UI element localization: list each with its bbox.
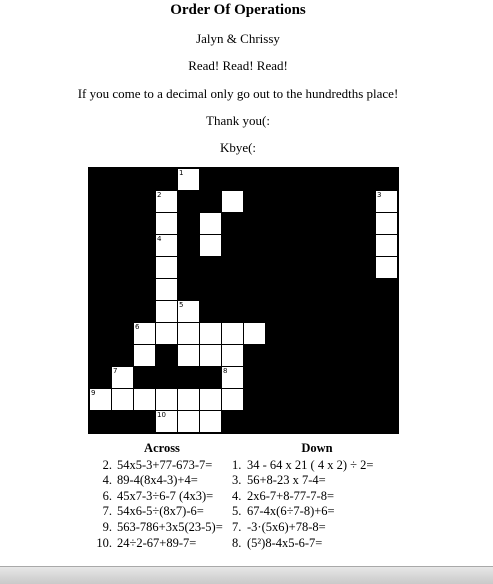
- crossword-cell-black: [288, 345, 309, 366]
- across-heading: Across: [144, 441, 180, 455]
- clue-number: 4.: [102, 473, 112, 488]
- crossword-cell-black: [354, 367, 375, 388]
- clue-number: 8.: [232, 535, 242, 550]
- crossword-cell-black: [376, 301, 397, 322]
- crossword-cell-white[interactable]: [156, 301, 177, 322]
- crossword-cell-black: [288, 367, 309, 388]
- crossword-cell-black: [354, 213, 375, 234]
- crossword-cell-black: [200, 191, 221, 212]
- clue-text: 54x6-5÷(8x7)-6=: [117, 504, 204, 519]
- crossword-cell-black: [244, 301, 265, 322]
- crossword-cell-black: [310, 345, 331, 366]
- crossword-cell-white[interactable]: [112, 389, 133, 410]
- crossword-cell-white[interactable]: [134, 345, 155, 366]
- crossword-cell-black: [90, 169, 111, 190]
- crossword-cell-black: [222, 301, 243, 322]
- clue-number: 7: [113, 367, 118, 375]
- clue-text: -3·(5x6)+78-8=: [247, 519, 326, 534]
- clue-number: 4.: [232, 488, 242, 503]
- crossword-cell-black: [134, 191, 155, 212]
- crossword-cell-black: [288, 191, 309, 212]
- crossword-cell-black: [244, 367, 265, 388]
- crossword-cell-black: [178, 235, 199, 256]
- crossword-cell-black: [354, 191, 375, 212]
- crossword-cell-black: [134, 235, 155, 256]
- crossword-cell-black: [310, 279, 331, 300]
- crossword-cell-black: [178, 257, 199, 278]
- crossword-cell-white[interactable]: [178, 301, 199, 322]
- crossword-cell-black: [266, 389, 287, 410]
- clue-number: 1.: [232, 457, 242, 472]
- crossword-cell-black: [332, 213, 353, 234]
- across-clue: [92, 520, 232, 536]
- crossword-cell-black: [288, 213, 309, 234]
- crossword-cell-white[interactable]: [178, 345, 199, 366]
- clue-number: 9.: [102, 519, 112, 534]
- across-clues: [92, 441, 232, 551]
- crossword-cell-black: [200, 257, 221, 278]
- down-clue: [232, 536, 402, 552]
- crossword-cell-white[interactable]: [200, 345, 221, 366]
- crossword-cell-black: [288, 279, 309, 300]
- crossword-cell-black: [266, 279, 287, 300]
- crossword-cell-black: [354, 411, 375, 432]
- clue-number: 6: [135, 323, 140, 331]
- clue-number: 5: [179, 301, 184, 309]
- crossword-cell-black: [332, 389, 353, 410]
- crossword-cell-black: [288, 389, 309, 410]
- crossword-cell-black: [376, 389, 397, 410]
- crossword-cell-black: [244, 213, 265, 234]
- crossword-cell-black: [200, 367, 221, 388]
- crossword-cell-black: [266, 345, 287, 366]
- crossword-cell-black: [310, 323, 331, 344]
- crossword-cell-black: [156, 367, 177, 388]
- crossword-cell-black: [112, 235, 133, 256]
- crossword-cell-black: [244, 169, 265, 190]
- crossword-cell-white[interactable]: [222, 345, 243, 366]
- crossword-cell-white[interactable]: [244, 323, 265, 344]
- crossword-cell-black: [354, 323, 375, 344]
- crossword-cell-black: [310, 411, 331, 432]
- crossword-cell-black: [354, 279, 375, 300]
- down-clue: [232, 520, 402, 536]
- crossword-cell-black: [134, 279, 155, 300]
- crossword-cell-black: [134, 169, 155, 190]
- down-clue: [232, 489, 402, 505]
- crossword-cell-black: [266, 191, 287, 212]
- crossword-cell-black: [288, 301, 309, 322]
- clue-text: 24÷2-67+89-7=: [117, 535, 197, 550]
- crossword-cell-black: [310, 367, 331, 388]
- clue-text: 67-4x(6÷7-8)+6=: [247, 504, 335, 519]
- crossword-cell-black: [266, 411, 287, 432]
- crossword-cell-black: [244, 279, 265, 300]
- clue-number: 4: [157, 235, 162, 243]
- crossword-cell-white[interactable]: [376, 257, 397, 278]
- crossword-cell-black: [222, 411, 243, 432]
- clue-text: 45x7-3÷6-7 (4x3)=: [117, 488, 214, 503]
- crossword-cell-black: [266, 257, 287, 278]
- crossword-cell-black: [332, 367, 353, 388]
- crossword-cell-black: [134, 301, 155, 322]
- crossword-cell-white[interactable]: [156, 191, 177, 212]
- crossword-cell-black: [200, 301, 221, 322]
- crossword-cell-white[interactable]: [178, 389, 199, 410]
- crossword-cell-black: [288, 257, 309, 278]
- crossword-cell-black: [200, 279, 221, 300]
- page-title: Order Of Operations: [170, 2, 306, 18]
- clue-number: 7.: [232, 519, 242, 534]
- crossword-cell-white[interactable]: [134, 389, 155, 410]
- clue-number: 9: [91, 389, 96, 397]
- crossword-cell-black: [376, 345, 397, 366]
- crossword-cell-black: [244, 345, 265, 366]
- crossword-cell-white[interactable]: [200, 411, 221, 432]
- crossword-cell-black: [354, 345, 375, 366]
- crossword-cell-black: [90, 257, 111, 278]
- clue-number: 2.: [102, 457, 112, 472]
- clue-number: 3: [377, 191, 382, 199]
- clue-text: 2x6-7+8-77-7-8=: [247, 488, 334, 503]
- crossword-cell-black: [354, 301, 375, 322]
- clue-number: 10: [157, 411, 166, 419]
- down-clue: [232, 504, 402, 520]
- crossword-cell-black: [90, 345, 111, 366]
- bye-line: Kbye(:: [219, 140, 257, 155]
- crossword-cell-white[interactable]: [222, 191, 243, 212]
- crossword-cell-black: [332, 279, 353, 300]
- crossword-cell-black: [156, 345, 177, 366]
- crossword-cell-black: [266, 367, 287, 388]
- across-clue: [92, 458, 232, 474]
- crossword-cell-black: [222, 257, 243, 278]
- crossword-cell-black: [354, 169, 375, 190]
- crossword-cell-black: [310, 169, 331, 190]
- crossword-cell-black: [244, 411, 265, 432]
- crossword-cell-black: [222, 235, 243, 256]
- down-clues: [232, 441, 402, 551]
- crossword-cell-black: [112, 301, 133, 322]
- thanks-line: Thank you(:: [206, 113, 270, 128]
- crossword-cell-black: [112, 257, 133, 278]
- clue-number: 7.: [102, 504, 112, 519]
- across-clue: [92, 489, 232, 505]
- clue-number: 2: [157, 191, 162, 199]
- crossword-cell-black: [90, 301, 111, 322]
- window-scrollbar[interactable]: [0, 566, 493, 584]
- crossword-cell-black: [354, 389, 375, 410]
- crossword-cell-black: [332, 235, 353, 256]
- clue-text: 56+8-23 x 7-4=: [247, 473, 326, 488]
- across-clue: [92, 504, 232, 520]
- crossword-cell-white[interactable]: [178, 411, 199, 432]
- crossword-cell-white[interactable]: [112, 367, 133, 388]
- crossword-cell-black: [222, 169, 243, 190]
- crossword-cell-black: [90, 367, 111, 388]
- crossword-cell-black: [178, 367, 199, 388]
- crossword-cell-black: [376, 169, 397, 190]
- crossword-cell-black: [178, 191, 199, 212]
- crossword-cell-black: [332, 411, 353, 432]
- crossword-cell-black: [332, 323, 353, 344]
- crossword-cell-black: [310, 389, 331, 410]
- clue-text: 563-786+3x5(23-5)=: [117, 519, 223, 534]
- crossword-cell-black: [266, 301, 287, 322]
- clue-number: 3.: [232, 473, 242, 488]
- crossword-cell-black: [178, 279, 199, 300]
- crossword-cell-black: [310, 191, 331, 212]
- crossword-cell-black: [354, 257, 375, 278]
- crossword-cell-white[interactable]: [156, 235, 177, 256]
- crossword-cell-white[interactable]: [178, 323, 199, 344]
- crossword-cell-white[interactable]: [222, 367, 243, 388]
- crossword-cell-black: [112, 323, 133, 344]
- crossword-grid: [88, 167, 399, 434]
- crossword-cell-black: [332, 345, 353, 366]
- across-clue: [92, 536, 232, 552]
- crossword-cell-black: [90, 411, 111, 432]
- crossword-cell-black: [112, 169, 133, 190]
- crossword-cell-black: [90, 323, 111, 344]
- clue-number: 10.: [96, 535, 112, 550]
- clue-number: 5.: [232, 504, 242, 519]
- crossword-cell-white[interactable]: [200, 213, 221, 234]
- crossword-cell-black: [310, 213, 331, 234]
- crossword-cell-black: [332, 191, 353, 212]
- crossword-cell-black: [134, 213, 155, 234]
- crossword-cell-black: [134, 367, 155, 388]
- crossword-cell-black: [288, 411, 309, 432]
- crossword-cell-black: [222, 279, 243, 300]
- crossword-cell-black: [112, 279, 133, 300]
- clue-text: 54x5-3+77-673-7=: [117, 457, 213, 472]
- clue-text: 34 - 64 x 21 ( 4 x 2) ÷ 2=: [247, 457, 374, 472]
- crossword-cell-white[interactable]: [222, 323, 243, 344]
- crossword-cell-black: [90, 279, 111, 300]
- down-clue: [232, 473, 402, 489]
- crossword-cell-black: [288, 235, 309, 256]
- crossword-cell-white[interactable]: [156, 411, 177, 432]
- authors-line: Jalyn & Chrissy: [196, 31, 280, 46]
- crossword-cell-black: [310, 235, 331, 256]
- crossword-cell-black: [156, 169, 177, 190]
- crossword-cell-black: [134, 411, 155, 432]
- crossword-cell-white[interactable]: [200, 389, 221, 410]
- crossword-cell-black: [244, 235, 265, 256]
- crossword-cell-black: [244, 389, 265, 410]
- crossword-cell-white[interactable]: [178, 169, 199, 190]
- clue-text: (5²)8-4x5-6-7=: [247, 535, 323, 550]
- crossword-cell-black: [266, 235, 287, 256]
- clue-number: 8: [223, 367, 228, 375]
- crossword-cell-black: [376, 279, 397, 300]
- crossword-cell-white[interactable]: [200, 235, 221, 256]
- down-heading: Down: [301, 441, 333, 455]
- crossword-cell-black: [112, 411, 133, 432]
- crossword-cell-black: [332, 301, 353, 322]
- crossword-cell-white[interactable]: [156, 389, 177, 410]
- crossword-cell-black: [354, 235, 375, 256]
- crossword-cell-black: [112, 191, 133, 212]
- read-line: Read! Read! Read!: [188, 58, 288, 73]
- crossword-cell-white[interactable]: [376, 213, 397, 234]
- crossword-cell-black: [376, 411, 397, 432]
- crossword-cell-black: [332, 257, 353, 278]
- crossword-cell-white[interactable]: [156, 323, 177, 344]
- crossword-cell-black: [222, 213, 243, 234]
- crossword-cell-black: [244, 257, 265, 278]
- crossword-cell-black: [90, 235, 111, 256]
- crossword-cell-black: [266, 323, 287, 344]
- crossword-cell-black: [178, 213, 199, 234]
- crossword-cell-black: [310, 301, 331, 322]
- crossword-cell-black: [200, 169, 221, 190]
- crossword-cell-black: [90, 213, 111, 234]
- crossword-cell-black: [244, 191, 265, 212]
- crossword-cell-black: [266, 169, 287, 190]
- crossword-cell-black: [376, 367, 397, 388]
- instruction-line: If you come to a decimal only go out to the hundredths place!: [77, 86, 399, 101]
- crossword-cell-black: [288, 169, 309, 190]
- crossword-cell-white[interactable]: [200, 323, 221, 344]
- crossword-cell-white[interactable]: [156, 257, 177, 278]
- crossword-cell-black: [288, 323, 309, 344]
- crossword-cell-white[interactable]: [134, 323, 155, 344]
- crossword-cell-black: [112, 345, 133, 366]
- crossword-cell-white[interactable]: [156, 279, 177, 300]
- crossword-cell-white[interactable]: [156, 213, 177, 234]
- clue-number: 6.: [102, 488, 112, 503]
- crossword-cell-black: [134, 257, 155, 278]
- crossword-cell-black: [376, 323, 397, 344]
- crossword-cell-black: [266, 213, 287, 234]
- crossword-cell-black: [310, 257, 331, 278]
- crossword-cell-white[interactable]: [376, 235, 397, 256]
- crossword-cell-white[interactable]: [376, 191, 397, 212]
- across-clue: [92, 473, 232, 489]
- crossword-cell-black: [112, 213, 133, 234]
- crossword-cell-white[interactable]: [90, 389, 111, 410]
- crossword-cell-white[interactable]: [222, 389, 243, 410]
- clue-text: 89-4(8x4-3)+4=: [117, 473, 198, 488]
- crossword-cell-black: [332, 169, 353, 190]
- clue-number: 1: [179, 169, 184, 177]
- crossword-cell-black: [90, 191, 111, 212]
- down-clue: [232, 458, 402, 474]
